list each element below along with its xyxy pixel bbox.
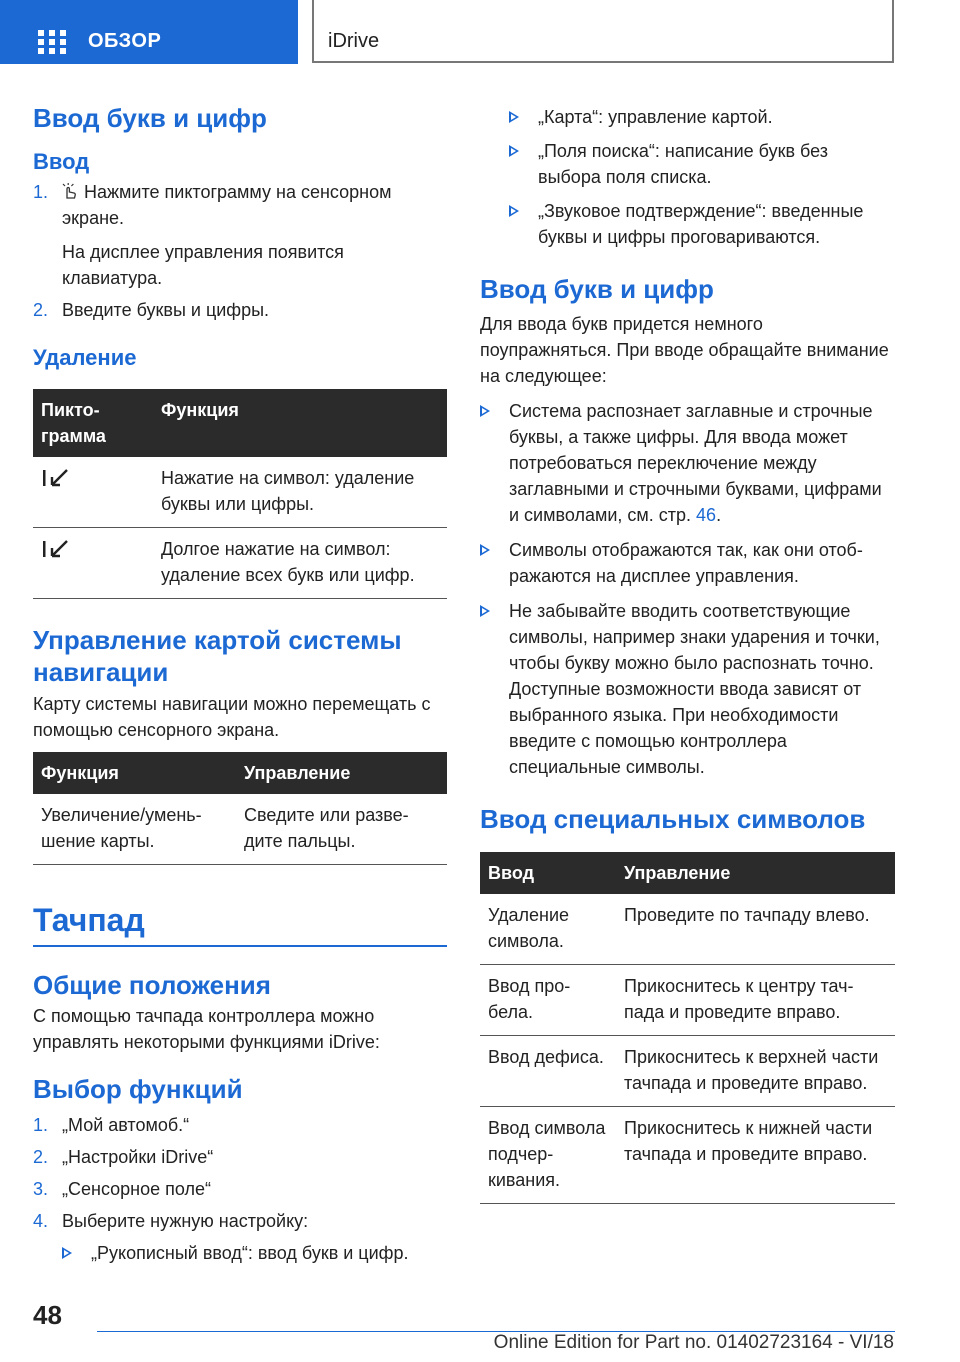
heading-map-control: Управление картой системы навигации: [33, 624, 402, 687]
map-intro-text: Карту системы навигации можно перемещать с помощью сенсорного экрана.: [33, 693, 431, 740]
triangle-bullet-icon: [509, 145, 519, 157]
item-number: 1.: [33, 182, 49, 202]
heading-input-letters: Ввод букв и цифр: [33, 103, 267, 133]
item-number: 3.: [33, 1178, 49, 1199]
delete-table: [33, 389, 447, 599]
table-row: [33, 527, 447, 598]
table-cell: Ввод дефиса.: [480, 1036, 616, 1107]
chapter-title: iDrive: [328, 30, 380, 52]
bullet-item: [62, 1240, 447, 1266]
table-cell: Прикоснитесь к верхней части тачпада и проведите вправо.: [616, 1036, 895, 1107]
list-item-text: Введите буквы и цифры.: [62, 300, 270, 320]
heading-special-chars: Ввод специальных символов: [480, 803, 866, 834]
bullet-text: Символы отображаются так, как они отображаются на дисплее управления.: [509, 539, 863, 586]
item-number: 2.: [33, 300, 49, 320]
table-header-cell: Ввод: [480, 852, 616, 894]
page-number: 48: [33, 1300, 62, 1330]
bullet-item: [509, 138, 895, 190]
table-cell: Нажатие на символ: удаление буквы или цифры.: [153, 457, 447, 528]
grid-menu-icon: [38, 30, 66, 54]
bullet-text: Система распознает заглавные и строчные буквы, а также цифры. Для ввода может потребоваться переключение между заглавными и строчными буквами, цифрами и символами, см. стр.: [509, 400, 882, 525]
table-cell: Прикоснитесь к нижней части тачпада и проведите вправо.: [616, 1107, 895, 1204]
edition-text: Online Edition for Part no. 01402723164 - VI/18: [493, 1332, 894, 1353]
table-cell: Сведите или разведите пальцы.: [236, 794, 447, 865]
table-cell: Удаление символа.: [480, 894, 616, 965]
triangle-bullet-icon: [509, 111, 519, 123]
table-header-cell: Пиктограмма: [33, 389, 153, 457]
table-header-cell: Функция: [153, 389, 447, 457]
overview-tab-label: ОБЗОР: [88, 30, 162, 52]
bullet-text-end: .: [716, 504, 722, 525]
list-item: [33, 1144, 447, 1170]
table-cell: Прикоснитесь к центру тачпада и проведите вправо.: [616, 965, 895, 1036]
triangle-bullet-icon: [480, 544, 490, 556]
map-table: [33, 752, 447, 865]
list-item: [33, 1112, 447, 1138]
list-item-text: Выберите нужную настройку:: [62, 1210, 309, 1231]
bullet-text: Не забывайте вводить соответствующие символы, например знаки ударения и точки, чтобы букву можно было распознать точно. Доступные возможности ввода зависят от выбранного языка. При необходимости введите с помощью контроллера специальные символы.: [509, 600, 880, 777]
bullet-text: „Звуковое подтверждение“: введенные буквы и цифры проговариваются.: [538, 201, 864, 247]
table-row: [480, 1036, 895, 1107]
backspace-icon: [41, 467, 71, 489]
heading-select-functions: Выбор функций: [33, 1074, 243, 1105]
table-cell: Проведите по тачпаду влево.: [616, 894, 895, 965]
triangle-bullet-icon: [509, 205, 519, 217]
chapter-title-box: [312, 0, 894, 63]
table-cell: [33, 527, 153, 598]
list-item-text: „Сенсорное поле“: [62, 1178, 212, 1199]
general-text: С помощью тачпада контроллера можно управлять некоторыми функциями iDrive:: [33, 1006, 380, 1053]
list-item: [33, 179, 447, 231]
table-header-cell: Управление: [236, 752, 447, 794]
heading-general: Общие положения: [33, 969, 271, 1000]
table-row: [480, 965, 895, 1036]
section-touchpad: [33, 901, 447, 947]
backspace-icon: [41, 538, 71, 560]
table-row: [480, 894, 895, 965]
heading-touchpad: Тачпад: [33, 901, 145, 938]
triangle-bullet-icon: [480, 405, 490, 417]
table-cell: Ввод символа подчеркивания.: [480, 1107, 616, 1204]
heading-input-letters-2: Ввод букв и цифр: [480, 274, 714, 304]
table-header-cell: Функция: [33, 752, 236, 794]
table-row: [33, 457, 447, 528]
list-item-text: „Мой автомоб.“: [62, 1114, 190, 1135]
table-header-cell: Управление: [616, 852, 895, 894]
table-row: [480, 1107, 895, 1204]
page-link[interactable]: 46: [696, 504, 717, 525]
item-number: 4.: [33, 1210, 49, 1231]
bullet-item: [480, 398, 895, 528]
item-number: 1.: [33, 1114, 49, 1135]
page-header: [0, 0, 960, 64]
list-item-text: „Настройки iDrive“: [62, 1146, 214, 1167]
table-cell: [33, 457, 153, 528]
bullet-text: „Карта“: управление картой.: [538, 107, 773, 127]
input2-text: Для ввода букв придется немного поупражняться. При вводе обращайте внимание на следующее:: [480, 313, 889, 386]
overview-tab[interactable]: [0, 0, 298, 64]
item-number: 2.: [33, 1146, 49, 1167]
table-cell: Ввод пробела.: [480, 965, 616, 1036]
bullet-item: [480, 537, 895, 589]
list-item-note: На дисплее управления появится клавиатура.: [62, 242, 344, 288]
table-cell: Долгое нажатие на символ: удаление всех букв или цифр.: [153, 527, 447, 598]
bullet-item: [480, 598, 895, 780]
list-item: [33, 297, 447, 323]
bullet-text: „Поля поиска“: написание букв без выбора поля списка.: [538, 141, 828, 187]
list-item-text: Нажмите пиктограмму на сенсорном экране.: [62, 182, 392, 228]
table-row: [33, 794, 447, 865]
heading-input: Ввод: [33, 148, 90, 174]
list-item: [33, 1208, 447, 1234]
table-cell: Увеличение/уменьшение карты.: [33, 794, 236, 865]
bullet-item: [509, 198, 895, 250]
special-chars-table: [480, 852, 895, 1204]
list-item: [33, 1176, 447, 1202]
triangle-bullet-icon: [62, 1247, 72, 1259]
bullet-text: „Рукописный ввод“: ввод букв и цифр.: [91, 1242, 409, 1263]
right-column: [480, 96, 895, 1204]
left-column: [33, 96, 447, 1266]
heading-delete: Удаление: [33, 345, 137, 370]
bullet-item: [509, 104, 895, 130]
touch-hand-icon: [62, 183, 78, 199]
triangle-bullet-icon: [480, 605, 490, 617]
